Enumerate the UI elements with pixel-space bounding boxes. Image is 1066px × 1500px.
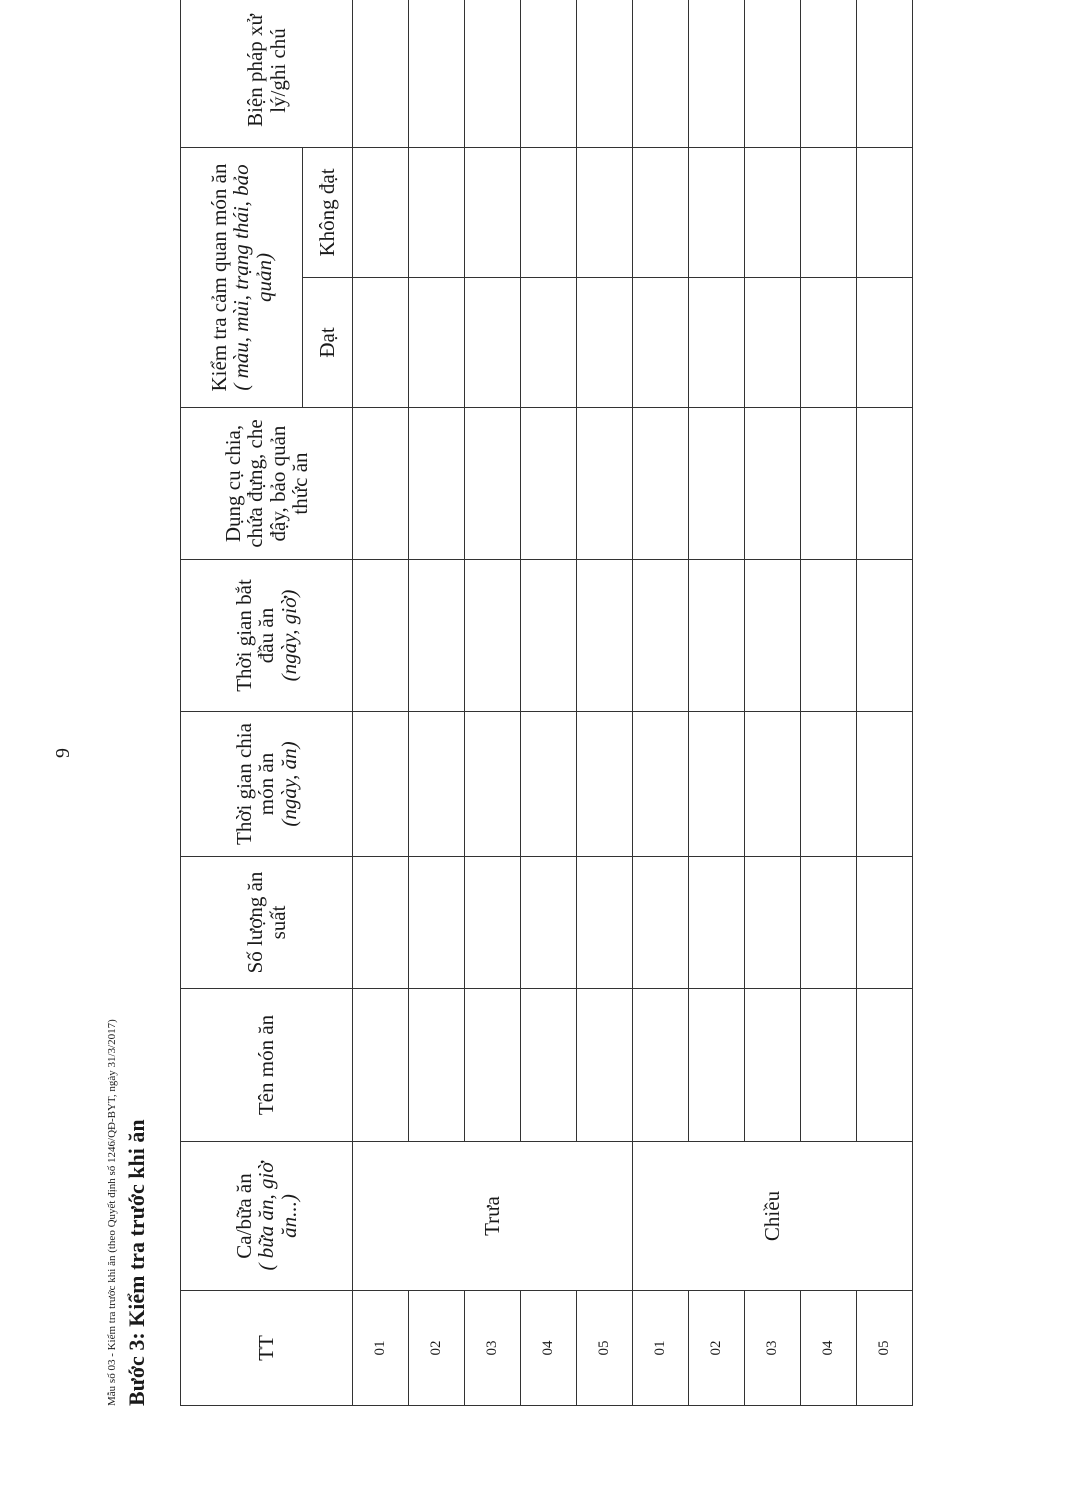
fail-cell bbox=[521, 147, 577, 277]
fail-cell bbox=[409, 147, 465, 277]
fail-cell bbox=[857, 147, 913, 277]
row-number: 02 bbox=[689, 1291, 745, 1406]
dish-name-cell bbox=[353, 989, 409, 1142]
quantity-cell bbox=[521, 857, 577, 989]
utensils-cell bbox=[745, 408, 801, 560]
utensils-cell bbox=[689, 408, 745, 560]
pass-cell bbox=[577, 278, 633, 408]
pass-cell bbox=[521, 278, 577, 408]
utensils-cell bbox=[857, 408, 913, 560]
quantity-cell bbox=[689, 857, 745, 989]
dish-name-cell bbox=[689, 989, 745, 1142]
eat-time-cell bbox=[745, 560, 801, 712]
row-number: 04 bbox=[801, 1291, 857, 1406]
fail-cell bbox=[353, 147, 409, 277]
pass-cell bbox=[689, 278, 745, 408]
dish-name-cell bbox=[633, 989, 689, 1142]
serve-time-cell bbox=[521, 712, 577, 857]
dish-name-cell bbox=[465, 989, 521, 1142]
utensils-cell bbox=[521, 408, 577, 560]
header-pass: Đạt bbox=[303, 278, 353, 408]
shift-cell: Trưa bbox=[353, 1142, 633, 1291]
serve-time-cell bbox=[689, 712, 745, 857]
table-row bbox=[633, 0, 689, 1406]
header-utensils: Dụng cụ chia, chứa đựng, che đậy, bảo quản thức ăn bbox=[181, 408, 353, 560]
pass-cell bbox=[465, 278, 521, 408]
row-number: 04 bbox=[521, 1291, 577, 1406]
quantity-cell bbox=[409, 857, 465, 989]
action-cell bbox=[745, 0, 801, 147]
eat-time-cell bbox=[353, 560, 409, 712]
row-number: 05 bbox=[577, 1291, 633, 1406]
header-shift bbox=[181, 1142, 353, 1291]
serve-time-cell bbox=[577, 712, 633, 857]
header-fail: Không đạt bbox=[303, 147, 353, 277]
quantity-cell bbox=[633, 857, 689, 989]
action-cell bbox=[801, 0, 857, 147]
action-cell bbox=[465, 0, 521, 147]
header-serve-time bbox=[181, 712, 353, 857]
action-cell bbox=[689, 0, 745, 147]
eat-time-cell bbox=[521, 560, 577, 712]
eat-time-cell bbox=[409, 560, 465, 712]
header-sensory bbox=[181, 147, 303, 407]
header-tt: TT bbox=[181, 1291, 353, 1406]
row-number: 03 bbox=[745, 1291, 801, 1406]
pass-cell bbox=[353, 278, 409, 408]
row-number: 01 bbox=[633, 1291, 689, 1406]
dish-name-cell bbox=[409, 989, 465, 1142]
dish-name-cell bbox=[521, 989, 577, 1142]
serve-time-cell bbox=[745, 712, 801, 857]
table-body bbox=[353, 0, 913, 1406]
header-serve-time-note: (ngày, ăn) bbox=[276, 741, 301, 827]
pass-cell bbox=[745, 278, 801, 408]
pass-cell bbox=[801, 278, 857, 408]
serve-time-cell bbox=[409, 712, 465, 857]
utensils-cell bbox=[633, 408, 689, 560]
header-serve-time-main: Thời gian chia món ăn bbox=[232, 723, 279, 845]
serve-time-cell bbox=[353, 712, 409, 857]
pass-cell bbox=[857, 278, 913, 408]
action-cell bbox=[633, 0, 689, 147]
dish-name-cell bbox=[857, 989, 913, 1142]
row-number: 02 bbox=[409, 1291, 465, 1406]
table-row bbox=[353, 0, 409, 1406]
utensils-cell bbox=[577, 408, 633, 560]
utensils-cell bbox=[353, 408, 409, 560]
eat-time-cell bbox=[857, 560, 913, 712]
serve-time-cell bbox=[857, 712, 913, 857]
serve-time-cell bbox=[801, 712, 857, 857]
fail-cell bbox=[633, 147, 689, 277]
action-cell bbox=[521, 0, 577, 147]
quantity-cell bbox=[745, 857, 801, 989]
quantity-cell bbox=[801, 857, 857, 989]
header-shift-main: Ca/bữa ăn bbox=[232, 1173, 257, 1259]
fail-cell bbox=[689, 147, 745, 277]
quantity-cell bbox=[353, 857, 409, 989]
utensils-cell bbox=[409, 408, 465, 560]
eat-time-cell bbox=[689, 560, 745, 712]
action-cell bbox=[577, 0, 633, 147]
header-sensory-note: ( màu, mùi, trạng thái, bảo quản) bbox=[229, 164, 276, 391]
action-cell bbox=[409, 0, 465, 147]
utensils-cell bbox=[801, 408, 857, 560]
eat-time-cell bbox=[801, 560, 857, 712]
section-heading: Bước 3: Kiểm tra trước khi ăn bbox=[124, 1119, 149, 1406]
header-action: Biện pháp xử lý/ghi chú bbox=[181, 0, 353, 147]
action-cell bbox=[857, 0, 913, 147]
fail-cell bbox=[577, 147, 633, 277]
serve-time-cell bbox=[465, 712, 521, 857]
fail-cell bbox=[801, 147, 857, 277]
quantity-cell bbox=[465, 857, 521, 989]
action-cell bbox=[353, 0, 409, 147]
serve-time-cell bbox=[633, 712, 689, 857]
row-number: 03 bbox=[465, 1291, 521, 1406]
header-shift-note: ( bữa ăn, giờ ăn...) bbox=[254, 1161, 301, 1271]
form-reference: Mẫu số 03 - Kiểm tra trước khi ăn (theo Quyết định số 1246/QĐ-BYT, ngày 31/3/2017) bbox=[106, 1019, 118, 1406]
header-eat-time-note: (ngày, giờ) bbox=[276, 589, 301, 682]
shift-cell: Chiều bbox=[633, 1142, 913, 1291]
utensils-cell bbox=[465, 408, 521, 560]
fail-cell bbox=[465, 147, 521, 277]
header-dish-name: Tên món ăn bbox=[181, 989, 353, 1142]
eat-time-cell bbox=[633, 560, 689, 712]
inspection-table bbox=[180, 0, 913, 1406]
header-sensory-main: Kiểm tra cảm quan món ăn bbox=[207, 163, 232, 392]
page-number: 9 bbox=[52, 748, 74, 758]
header-eat-time bbox=[181, 560, 353, 712]
dish-name-cell bbox=[745, 989, 801, 1142]
eat-time-cell bbox=[577, 560, 633, 712]
dish-name-cell bbox=[801, 989, 857, 1142]
quantity-cell bbox=[857, 857, 913, 989]
dish-name-cell bbox=[577, 989, 633, 1142]
header-quantity: Số lượng ăn suất bbox=[181, 857, 353, 989]
eat-time-cell bbox=[465, 560, 521, 712]
row-number: 01 bbox=[353, 1291, 409, 1406]
header-eat-time-main: Thời gian bắt đầu ăn bbox=[232, 579, 279, 692]
row-number: 05 bbox=[857, 1291, 913, 1406]
pass-cell bbox=[409, 278, 465, 408]
fail-cell bbox=[745, 147, 801, 277]
quantity-cell bbox=[577, 857, 633, 989]
pass-cell bbox=[633, 278, 689, 408]
